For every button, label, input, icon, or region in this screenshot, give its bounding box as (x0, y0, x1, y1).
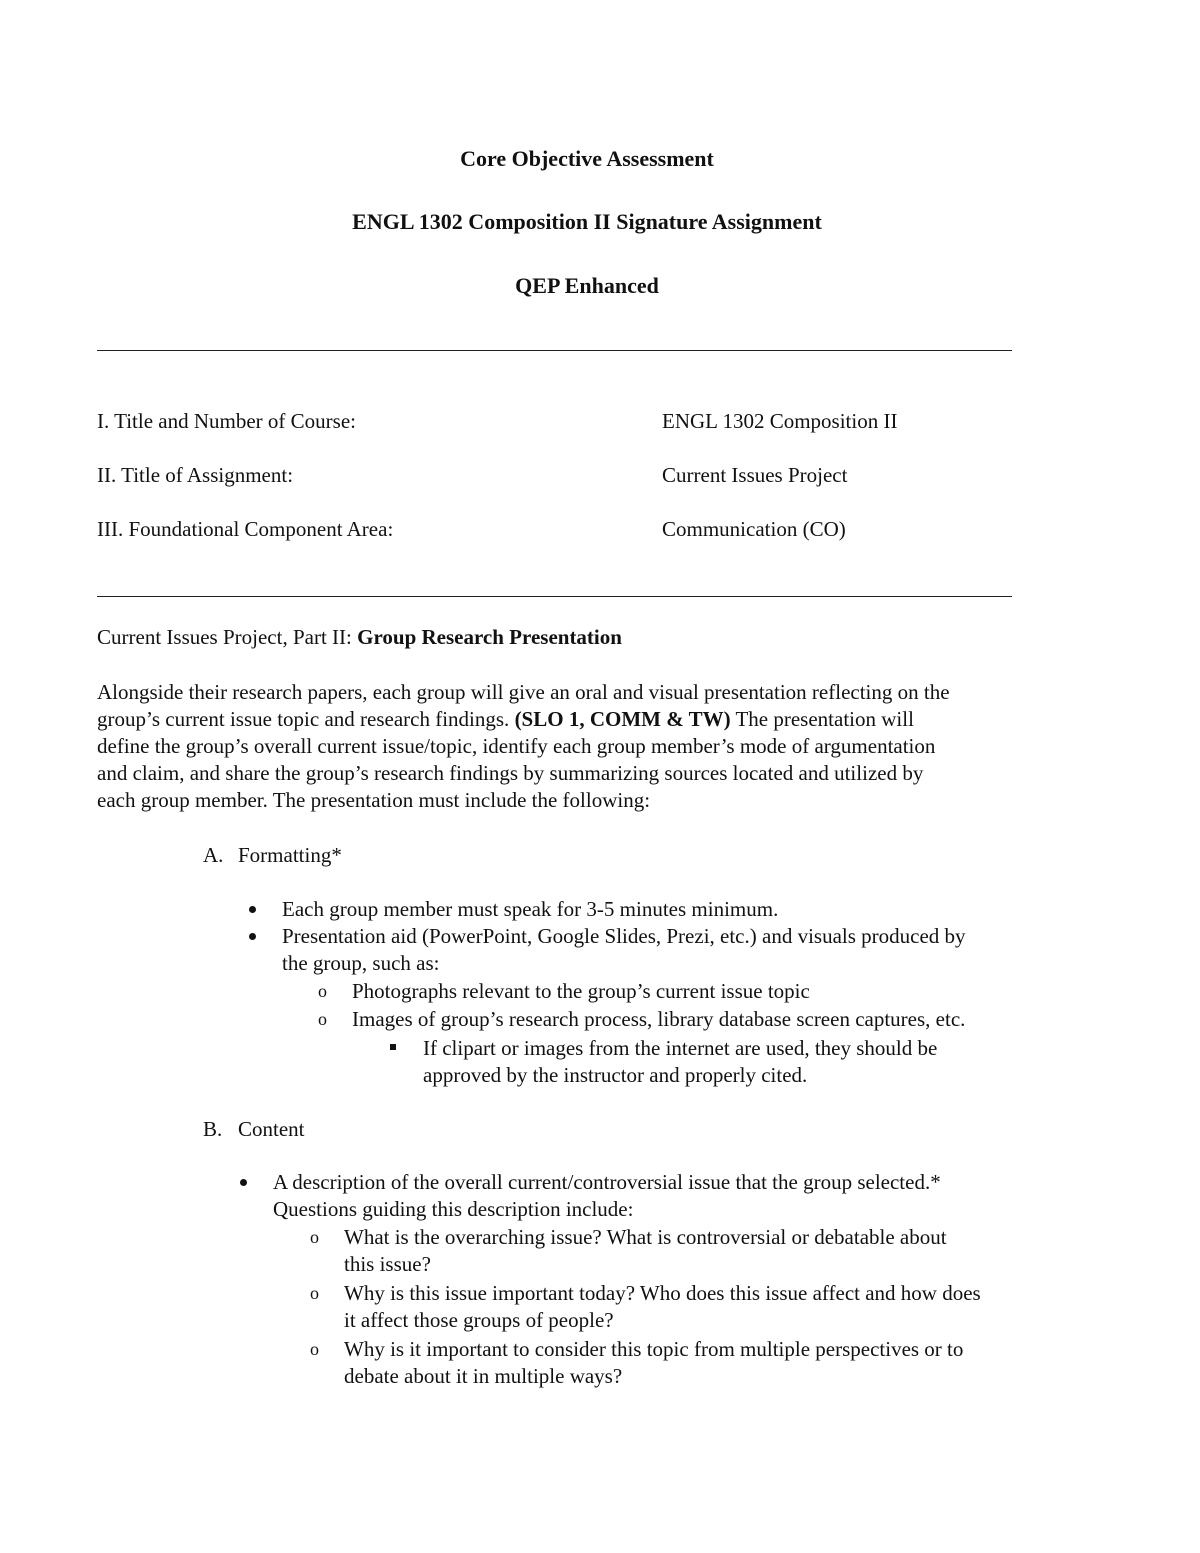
info-value-area: Communication (CO) (662, 517, 846, 541)
intro-line: and claim, and share the group’s research findings by summarizing sources located and utilized by (97, 761, 924, 785)
circle-bullet-icon: o (310, 1227, 319, 1247)
intro-text: group’s current issue topic and research findings. (97, 707, 515, 731)
document-title: Core Objective Assessment (460, 146, 714, 171)
top-divider (97, 350, 1012, 351)
bullet-line: A description of the overall current/controversial issue that the group selected.* (273, 1170, 941, 1194)
content-question-importance (344, 1280, 981, 1334)
formatting-label: Formatting* (238, 843, 342, 867)
circle-bullet-icon: o (318, 1009, 327, 1029)
content-question-overarching (344, 1224, 947, 1278)
bullet-line: Presentation aid (PowerPoint, Google Slides, Prezi, etc.) and visuals produced by (282, 924, 966, 948)
bullet-icon (240, 1179, 247, 1186)
intro-line: Alongside their research papers, each group will give an oral and visual presentation reflecting on the (97, 680, 950, 704)
bullet-line: Questions guiding this description include: (273, 1197, 634, 1221)
intro-line: define the group’s overall current issue/topic, identify each group member’s mode of argumentation (97, 734, 936, 758)
formatting-bullet-aid (282, 923, 966, 977)
formatting-sub-images: Images of group’s research process, library database screen captures, etc. (352, 1007, 966, 1031)
question-line: debate about it in multiple ways? (344, 1364, 623, 1388)
document-subtitle: ENGL 1302 Composition II Signature Assignment (352, 209, 822, 234)
intro-text: The presentation will (730, 707, 914, 731)
formatting-bullet-speak: Each group member must speak for 3-5 minutes minimum. (282, 897, 779, 921)
formatting-letter: A. (203, 843, 224, 867)
info-label-course: I. Title and Number of Course: (97, 409, 356, 433)
info-label-assignment: II. Title of Assignment: (97, 463, 294, 487)
document-tagline: QEP Enhanced (515, 273, 659, 298)
question-line: Why is it important to consider this topic from multiple perspectives or to (344, 1337, 964, 1361)
intro-paragraph (97, 679, 1087, 814)
intro-line (97, 706, 1087, 733)
info-label-area: III. Foundational Component Area: (97, 517, 394, 541)
question-line: this issue? (344, 1252, 431, 1276)
info-value-assignment: Current Issues Project (662, 463, 848, 487)
formatting-subsub-clipart (423, 1035, 937, 1089)
formatting-sub-photographs: Photographs relevant to the group’s current issue topic (352, 979, 810, 1003)
bottom-divider (97, 596, 1012, 597)
bullet-icon (249, 933, 256, 940)
bullet-icon (249, 906, 256, 913)
bullet-line: approved by the instructor and properly cited. (423, 1063, 808, 1087)
square-bullet-icon (390, 1044, 396, 1050)
content-letter: B. (203, 1117, 223, 1141)
circle-bullet-icon: o (310, 1339, 319, 1359)
bullet-line: the group, such as: (282, 951, 440, 975)
content-question-perspectives (344, 1336, 963, 1390)
section-heading (97, 624, 622, 651)
question-line: it affect those groups of people? (344, 1308, 614, 1332)
question-line: What is the overarching issue? What is controversial or debatable about (344, 1225, 947, 1249)
question-line: Why is this issue important today? Who does this issue affect and how does (344, 1281, 981, 1305)
section-title: Group Research Presentation (357, 625, 622, 649)
circle-bullet-icon: o (310, 1283, 319, 1303)
section-prefix: Current Issues Project, Part II: (97, 625, 358, 649)
content-bullet-description (273, 1169, 941, 1223)
bullet-line: If clipart or images from the internet are used, they should be (423, 1036, 938, 1060)
slo-reference: (SLO 1, COMM & TW) (514, 707, 731, 731)
info-value-course: ENGL 1302 Composition II (662, 409, 898, 433)
circle-bullet-icon: o (318, 981, 327, 1001)
content-label: Content (238, 1117, 305, 1141)
intro-line: each group member. The presentation must include the following: (97, 788, 651, 812)
